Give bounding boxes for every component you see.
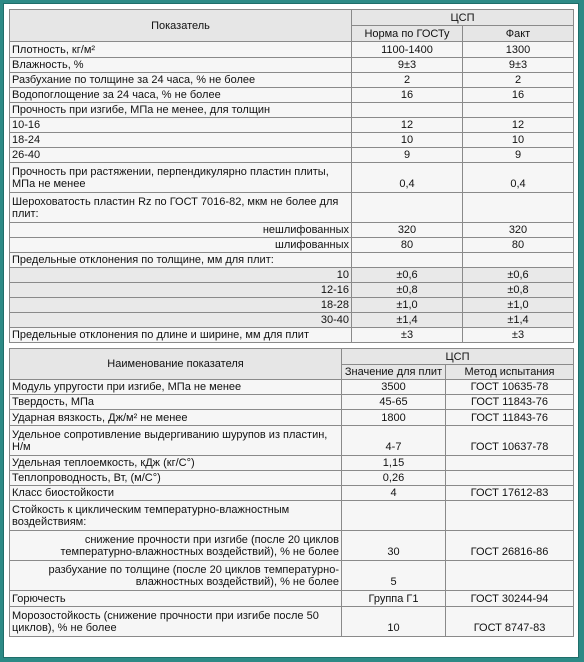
row-norm: 10	[352, 133, 463, 148]
row-label: Предельные отклонения по длине и ширине, мм для плит	[10, 328, 352, 343]
row-label: Шероховатость пластин Rz по ГОСТ 7016-82, мкм не более для плит:	[10, 193, 352, 223]
row-label: 18-28	[10, 298, 352, 313]
row-value: 10	[342, 607, 446, 637]
row-method	[446, 501, 574, 531]
row-method: ГОСТ 11843-76	[446, 410, 574, 426]
content	[9, 9, 573, 637]
table-row	[10, 380, 574, 395]
row-norm: 9±3	[352, 58, 463, 73]
row-value: 1800	[342, 410, 446, 426]
table-row	[10, 58, 574, 73]
row-fact: ±1,0	[463, 298, 574, 313]
row-fact	[463, 103, 574, 118]
table-row	[10, 238, 574, 253]
row-norm: 2	[352, 73, 463, 88]
table-row	[10, 118, 574, 133]
row-value: 4	[342, 486, 446, 501]
header-fact: Факт	[463, 26, 574, 42]
row-method: ГОСТ 10635-78	[446, 380, 574, 395]
row-fact: 320	[463, 223, 574, 238]
row-norm	[352, 193, 463, 223]
row-method: ГОСТ 10637-78	[446, 426, 574, 456]
row-method: ГОСТ 8747-83	[446, 607, 574, 637]
row-fact: 16	[463, 88, 574, 103]
row-label: Влажность, %	[10, 58, 352, 73]
row-fact: ±0,6	[463, 268, 574, 283]
row-label: Класс биостойкости	[10, 486, 342, 501]
row-label: Удельное сопротивление выдергиванию шурупов из пластин, Н/м	[10, 426, 342, 456]
row-value: 3500	[342, 380, 446, 395]
row-label: Ударная вязкость, Дж/м² не менее	[10, 410, 342, 426]
table-row	[10, 410, 574, 426]
row-label: 10	[10, 268, 352, 283]
table-row	[10, 283, 574, 298]
row-label: снижение прочности при изгибе (после 20 циклов температурно-влажностных воздействий), % не более	[10, 531, 342, 561]
table-row	[10, 456, 574, 471]
row-fact	[463, 193, 574, 223]
row-norm	[352, 253, 463, 268]
table-row	[10, 193, 574, 223]
table-row	[10, 103, 574, 118]
row-norm: 80	[352, 238, 463, 253]
row-label: Плотность, кг/м²	[10, 42, 352, 58]
row-norm	[352, 103, 463, 118]
row-method: ГОСТ 17612-83	[446, 486, 574, 501]
row-label: 18-24	[10, 133, 352, 148]
row-label: Модуль упругости при изгибе, МПа не менее	[10, 380, 342, 395]
row-fact: ±0,8	[463, 283, 574, 298]
row-norm: 12	[352, 118, 463, 133]
row-label: Твердость, МПа	[10, 395, 342, 410]
header-group: ЦСП	[342, 349, 574, 365]
row-value: 45-65	[342, 395, 446, 410]
row-label: 30-40	[10, 313, 352, 328]
table-row	[10, 313, 574, 328]
header-method: Метод испытания	[446, 365, 574, 380]
row-label: Удельная теплоемкость, кДж (кг/С°)	[10, 456, 342, 471]
row-value: 4-7	[342, 426, 446, 456]
row-value: 30	[342, 531, 446, 561]
table-row	[10, 133, 574, 148]
header-group: ЦСП	[352, 10, 574, 26]
table-row	[10, 426, 574, 456]
table-row	[10, 42, 574, 58]
table-row	[10, 531, 574, 561]
row-value: 0,26	[342, 471, 446, 486]
row-fact: 10	[463, 133, 574, 148]
table-row	[10, 73, 574, 88]
row-norm: ±1,4	[352, 313, 463, 328]
properties-table-2	[9, 348, 574, 637]
table-row	[10, 223, 574, 238]
table-row	[10, 328, 574, 343]
header-param: Показатель	[10, 10, 352, 42]
row-fact: 0,4	[463, 163, 574, 193]
row-norm: 320	[352, 223, 463, 238]
row-method: ГОСТ 11843-76	[446, 395, 574, 410]
row-value	[342, 501, 446, 531]
row-label: Водопоглощение за 24 часа, % не более	[10, 88, 352, 103]
table-row	[10, 471, 574, 486]
row-norm: ±0,6	[352, 268, 463, 283]
table-row	[10, 501, 574, 531]
table-row	[10, 148, 574, 163]
header-param: Наименование показателя	[10, 349, 342, 380]
row-fact: ±1,4	[463, 313, 574, 328]
row-method: ГОСТ 26816-86	[446, 531, 574, 561]
row-label: Стойкость к циклическим температурно-влажностным воздействиям:	[10, 501, 342, 531]
row-value: 5	[342, 561, 446, 591]
row-fact	[463, 253, 574, 268]
header-value: Значение для плит	[342, 365, 446, 380]
row-label: Морозостойкость (снижение прочности при изгибе после 50 циклов), % не более	[10, 607, 342, 637]
row-fact: ±3	[463, 328, 574, 343]
row-fact: 9	[463, 148, 574, 163]
row-norm: 0,4	[352, 163, 463, 193]
row-norm: 9	[352, 148, 463, 163]
row-norm: ±0,8	[352, 283, 463, 298]
row-label: Горючесть	[10, 591, 342, 607]
row-label: Прочность при изгибе, МПа не менее, для толщин	[10, 103, 352, 118]
row-fact: 9±3	[463, 58, 574, 73]
row-label: 12-16	[10, 283, 352, 298]
row-fact: 80	[463, 238, 574, 253]
row-label: Теплопроводность, Вт, (м/С°)	[10, 471, 342, 486]
row-value: Группа Г1	[342, 591, 446, 607]
row-label: 26-40	[10, 148, 352, 163]
row-label: Разбухание по толщине за 24 часа, % не более	[10, 73, 352, 88]
page-frame	[3, 3, 579, 658]
table-row	[10, 253, 574, 268]
table-row	[10, 298, 574, 313]
row-label: разбухание по толщине (после 20 циклов температурно-влажностных воздействий), % не более	[10, 561, 342, 591]
row-value: 1,15	[342, 456, 446, 471]
row-fact: 1300	[463, 42, 574, 58]
row-norm: ±1,0	[352, 298, 463, 313]
row-label: шлифованных	[10, 238, 352, 253]
row-label: Прочность при растяжении, перпендикулярно пластин плиты, МПа не менее	[10, 163, 352, 193]
row-fact: 12	[463, 118, 574, 133]
properties-table-1	[9, 9, 574, 343]
row-norm: 1100-1400	[352, 42, 463, 58]
header-norm: Норма по ГОСТу	[352, 26, 463, 42]
row-method	[446, 561, 574, 591]
table-row	[10, 607, 574, 637]
row-norm: ±3	[352, 328, 463, 343]
row-label: 10-16	[10, 118, 352, 133]
table-row	[10, 591, 574, 607]
table-row	[10, 561, 574, 591]
table-row	[10, 163, 574, 193]
row-method	[446, 456, 574, 471]
row-method: ГОСТ 30244-94	[446, 591, 574, 607]
row-method	[446, 471, 574, 486]
table-row	[10, 395, 574, 410]
row-fact: 2	[463, 73, 574, 88]
row-label: Предельные отклонения по толщине, мм для плит:	[10, 253, 352, 268]
row-label: нешлифованных	[10, 223, 352, 238]
row-norm: 16	[352, 88, 463, 103]
table-row	[10, 88, 574, 103]
table-row	[10, 486, 574, 501]
table-row	[10, 268, 574, 283]
